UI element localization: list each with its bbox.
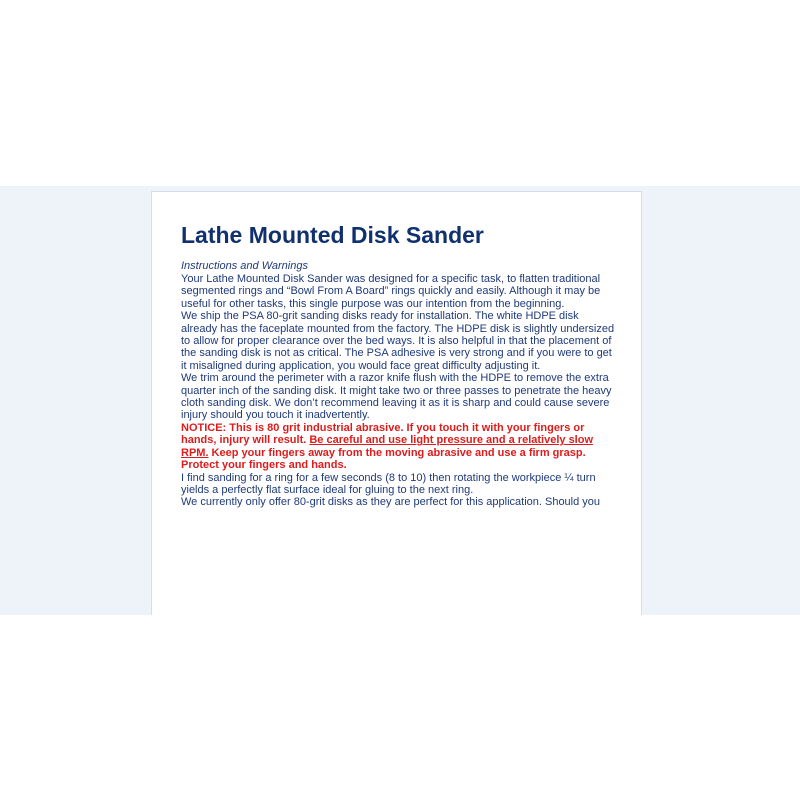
paragraph-intro: Your Lathe Mounted Disk Sander was designed for a specific task, to flatten traditional segmented rings and “Bowl From A Board” rings quickly and easily. Although it may be useful for other tasks, this single purpose was our intention from the beginning. xyxy=(181,273,601,310)
document-page xyxy=(151,191,642,615)
safety-notice xyxy=(181,422,617,472)
paragraph-installation: We ship the PSA 80-grit sanding disks ready for installation. The white HDPE disk already has the faceplate mounted from the factory. The HDPE disk is slightly undersized to allow for proper clearance over the bed ways. It is also helpful in that the placement of the sanding disk is not as critical. The PSA adhesive is very strong and if you were to get it misaligned during application, you would face great difficulty adjusting it. xyxy=(181,310,615,372)
notice-underlined-warning: Be careful and use light pressure and a relatively slow RPM. xyxy=(181,434,594,459)
document-subtitle: Instructions and Warnings xyxy=(181,260,308,272)
document-title: Lathe Mounted Disk Sander xyxy=(181,222,484,248)
notice-text-start: NOTICE: This is 80 grit industrial abrasive. If you touch it with your fingers or hands, injury will result. xyxy=(181,421,585,447)
paragraph-sanding-technique: I find sanding for a ring for a few seconds (8 to 10) then rotating the workpiece ¼ turn yields a perfectly flat surface ideal for gluing to the next ring. xyxy=(181,471,596,496)
paragraph-grit-offer: We currently only offer 80-grit disks as they are perfect for this application. Should you xyxy=(181,496,601,509)
page-content xyxy=(181,221,617,509)
paragraph-trimming: We trim around the perimeter with a razor knife flush with the HDPE to remove the extra quarter inch of the sanding disk. It might take two or three passes to penetrate the heavy cloth sanding disk. We don’t recommend leaving it as it is sharp and could cause severe injury should you touch it inadvertently. xyxy=(181,372,612,422)
document-viewer-background[interactable] xyxy=(0,186,800,615)
notice-text-end: Keep your fingers away from the moving abrasive and use a firm grasp. Protect your fingers and hands. xyxy=(181,446,586,472)
